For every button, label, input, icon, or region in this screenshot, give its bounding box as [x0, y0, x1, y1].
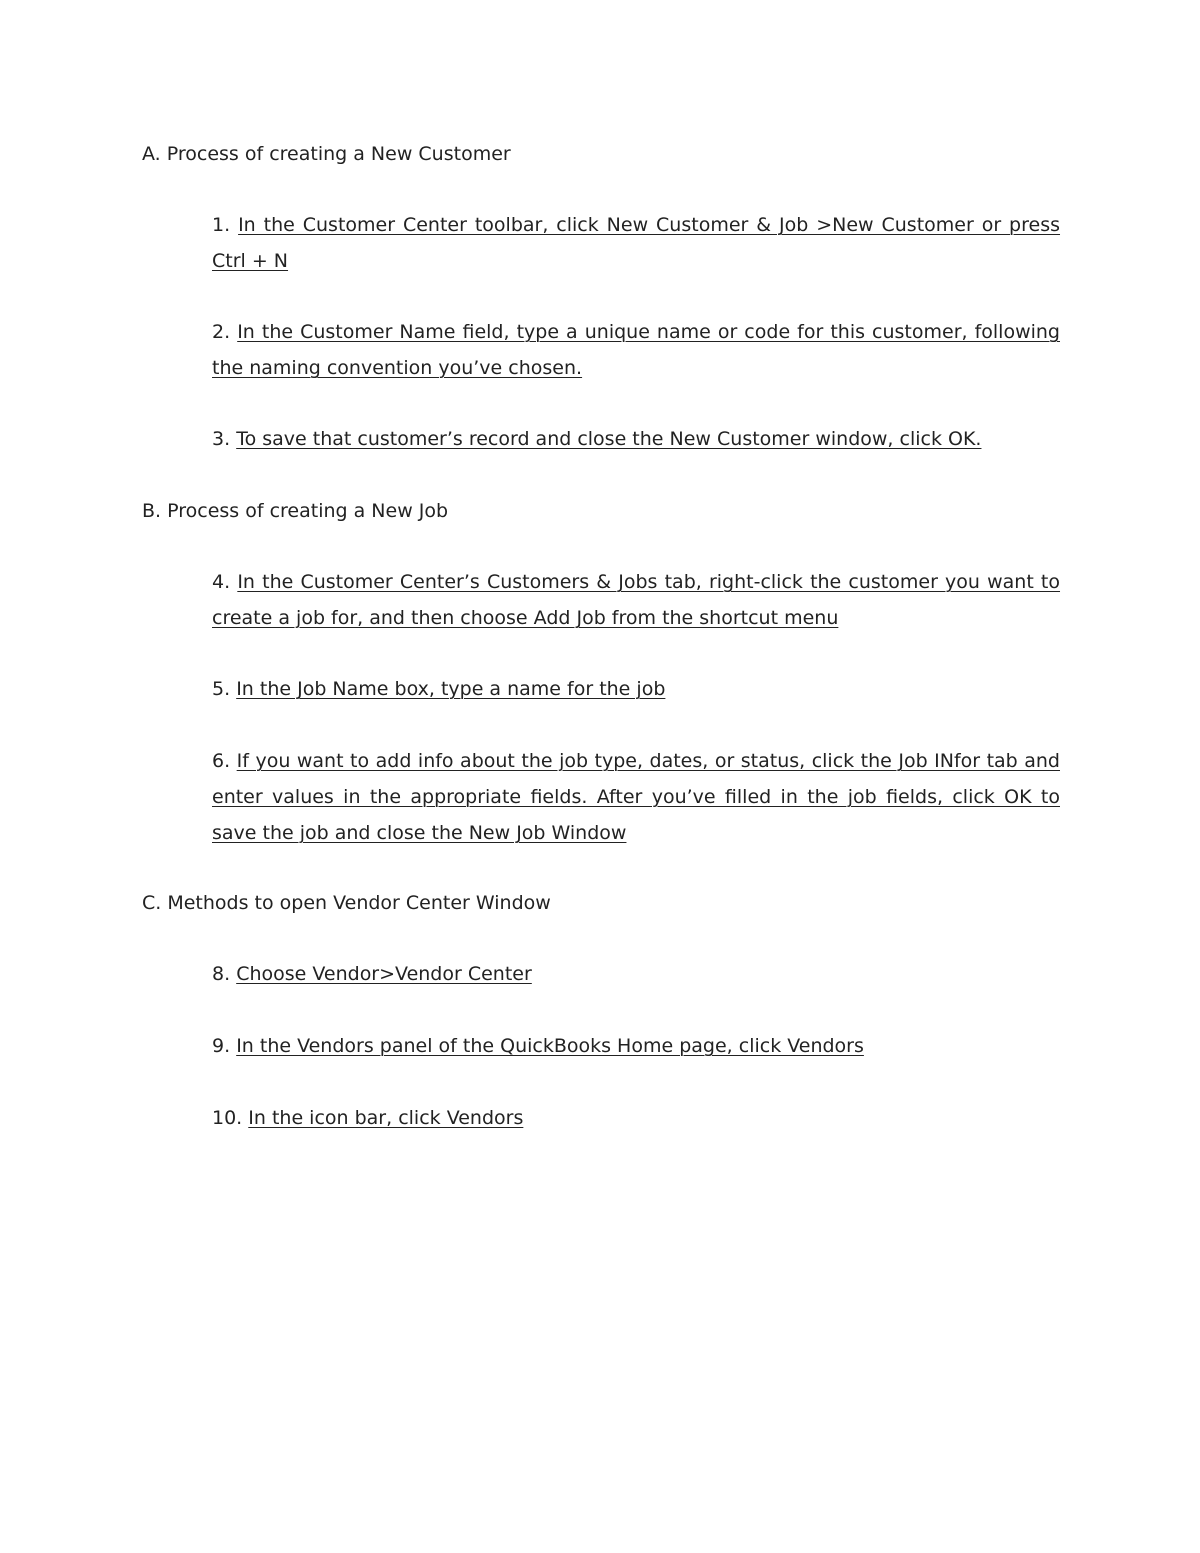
item-number: 2. [212, 321, 231, 343]
item-text: Choose Vendor>Vendor Center [236, 963, 532, 985]
item-text: If you want to add info about the job type, dates, or status, click the Job INfor tab and enter values in the appropriate fields. After you’ve filled in the job fields, click OK to save the job and close the New Job Window [212, 750, 1060, 844]
item-text: In the Customer Name field, type a unique name or code for this customer, following the naming convention you’ve chosen. [212, 321, 1060, 379]
section-heading-c: C. Methods to open Vendor Center Window [142, 892, 551, 914]
item-number: 6. [212, 750, 231, 772]
list-item [212, 314, 1060, 386]
list-item [212, 421, 1060, 457]
list-item [212, 671, 1060, 707]
item-text: In the Customer Center toolbar, click New Customer & Job >New Customer or press Ctrl + N [212, 214, 1061, 272]
list-item [212, 1028, 1060, 1064]
item-text: To save that customer’s record and close the New Customer window, click OK. [236, 428, 982, 450]
list-item [212, 956, 1060, 992]
list-item [212, 1100, 1060, 1136]
section-heading-a: A. Process of creating a New Customer [142, 143, 511, 165]
item-text: In the Vendors panel of the QuickBooks Home page, click Vendors [236, 1035, 864, 1057]
item-number: 4. [212, 571, 231, 593]
item-text: In the Job Name box, type a name for the job [236, 678, 666, 700]
item-number: 10. [212, 1107, 243, 1129]
item-number: 3. [212, 428, 231, 450]
item-text: In the icon bar, click Vendors [248, 1107, 524, 1129]
item-text: In the Customer Center’s Customers & Jobs tab, right-click the customer you want to create a job for, and then choose Add Job from the shortcut menu [212, 571, 1061, 629]
list-item [212, 207, 1060, 279]
item-number: 8. [212, 963, 231, 985]
list-item [212, 564, 1060, 636]
section-heading-b: B. Process of creating a New Job [142, 500, 449, 522]
list-item [212, 743, 1060, 851]
item-number: 9. [212, 1035, 231, 1057]
item-number: 5. [212, 678, 231, 700]
item-number: 1. [212, 214, 231, 236]
